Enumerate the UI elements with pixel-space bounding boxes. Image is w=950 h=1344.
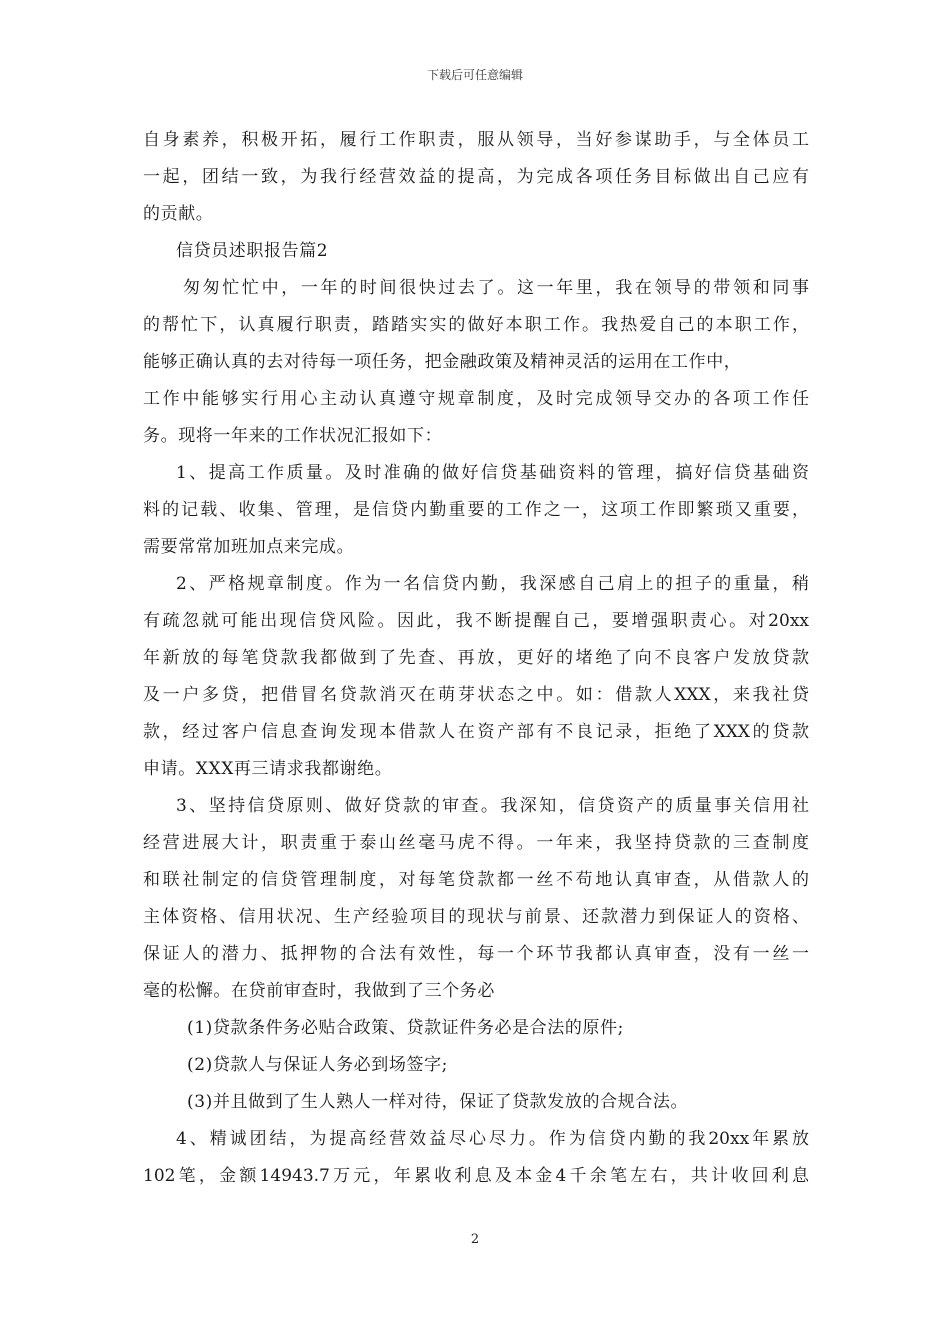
page-header-note: 下载后可任意编辑 xyxy=(426,68,523,82)
list-item: (3)并且做到了生人熟人一样对待，保证了贷款发放的合规合法。 xyxy=(187,1092,689,1112)
text-line: 保证人的潜力、抵押物的合法有效性，每一个环节我都认真审查，没有一丝一 xyxy=(143,944,809,964)
text-line: 2、严格规章制度。作为一名信贷内勤，我深感自己肩上的担子的重量，稍 xyxy=(176,574,809,594)
text-line: 年新放的每笔贷款我都做到了先查、再放，更好的堵绝了向不良客户发放贷款 xyxy=(143,648,809,668)
text-line: 申请。XXX再三请求我都谢绝。 xyxy=(143,759,393,779)
text-line: 的帮忙下，认真履行职责，踏踏实实的做好本职工作。我热爱自己的本职工作， xyxy=(143,315,809,335)
document-body xyxy=(143,122,809,1195)
text-line: 务。现将一年来的工作状况汇报如下： xyxy=(143,426,443,446)
text-line: 款，经过客户信息查询发现本借款人在资产部有不良记录，拒绝了XXX的贷款 xyxy=(143,722,809,742)
list-item: (1)贷款条件务必贴合政策、贷款证件务必是合法的原件; xyxy=(187,1018,625,1038)
text-line: 需要常常加班加点来完成。 xyxy=(143,537,355,557)
text-line: 3、坚持信贷原则、做好贷款的审查。我深知，信贷资产的质量事关信用社 xyxy=(176,796,809,816)
text-line: 自身素养，积极开拓，履行工作职责，服从领导，当好参谋助手，与全体员工 xyxy=(143,130,809,150)
page-number: 2 xyxy=(470,1232,480,1247)
text-line: 经营进展大计，职责重于泰山丝毫马虎不得。一年来，我坚持贷款的三查制度 xyxy=(143,833,809,853)
text-line: 及一户多贷，把借冒名贷款消灭在萌芽状态之中。如：借款人XXX，来我社贷 xyxy=(143,685,809,705)
text-line: 主体资格、信用状况、生产经验项目的现状与前景、还款潜力到保证人的资格、 xyxy=(143,907,809,927)
list-item: (2)贷款人与保证人务必到场签字; xyxy=(187,1055,449,1075)
text-line: 能够正确认真的去对待每一项任务，把金融政策及精神灵活的运用在工作中， xyxy=(143,352,742,372)
text-line: 的贡献。 xyxy=(143,204,214,224)
text-line: 和联社制定的信贷管理制度，对每笔贷款都一丝不苟地认真审查，从借款人的 xyxy=(143,870,809,890)
text-line: 料的记载、收集、管理，是信贷内勤重要的工作之一，这项工作即繁琐又重要， xyxy=(143,500,809,520)
text-line: 匆匆忙忙中，一年的时间很快过去了。这一年里，我在领导的带领和同事 xyxy=(183,278,809,298)
text-line: 102笔，金额14943.7万元，年累收利息及本金4千余笔左右，共计收回利息 xyxy=(143,1166,809,1186)
text-line: 4、精诚团结，为提高经营效益尽心尽力。作为信贷内勤的我20xx年累放 xyxy=(176,1129,809,1149)
section-heading: 信贷员述职报告篇2 xyxy=(176,241,329,261)
text-line: 工作中能够实行用心主动认真遵守规章制度，及时完成领导交办的各项工作任 xyxy=(143,389,809,409)
text-line: 毫的松懈。在贷前审查时，我做到了三个务必 xyxy=(143,981,495,1001)
text-line: 一起，团结一致，为我行经营效益的提高，为完成各项任务目标做出自己应有 xyxy=(143,167,809,187)
text-line: 1、提高工作质量。及时准确的做好信贷基础资料的管理，搞好信贷基础资 xyxy=(176,463,809,483)
text-line: 有疏忽就可能出现信贷风险。因此，我不断提醒自己，要增强职责心。对20xx xyxy=(143,611,809,631)
